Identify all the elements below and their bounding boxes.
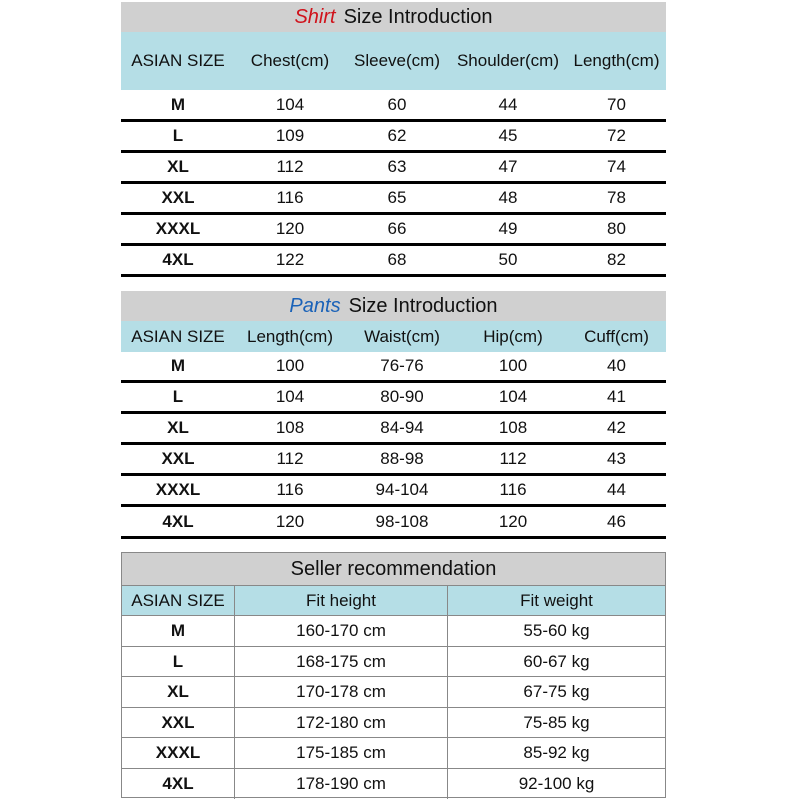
seller-size-cell: 4XL bbox=[122, 769, 235, 800]
seller-size-cell: XXL bbox=[122, 708, 235, 738]
pants-table-row bbox=[121, 507, 666, 539]
seller-header-cell: ASIAN SIZE bbox=[122, 586, 235, 615]
pants-value-cell: 120 bbox=[498, 511, 528, 531]
pants-value-cell: 108 bbox=[275, 418, 305, 437]
shirt-value-cell: 116 bbox=[276, 188, 304, 207]
shirt-header-cell: Shoulder(cm) bbox=[456, 51, 560, 70]
pants-size-cell: M bbox=[170, 356, 186, 375]
pants-header-cell: Cuff(cm) bbox=[584, 326, 649, 346]
shirt-value-cell: 80 bbox=[607, 219, 626, 238]
seller-size-cell: XL bbox=[122, 677, 235, 707]
shirt-value-cell: 48 bbox=[498, 188, 518, 207]
shirt-header-row bbox=[121, 32, 666, 90]
pants-value-cell: 88-98 bbox=[380, 449, 424, 468]
pants-title-brand: Pants bbox=[289, 295, 341, 317]
seller-table-row bbox=[122, 769, 665, 800]
shirt-size-cell: 4XL bbox=[162, 250, 194, 269]
seller-table-row bbox=[122, 647, 665, 678]
seller-height-cell: 172-180 cm bbox=[235, 708, 448, 738]
shirt-value-cell: 82 bbox=[607, 250, 626, 269]
pants-title-text: Size Introduction bbox=[348, 295, 498, 317]
pants-value-cell: 98-108 bbox=[375, 511, 429, 531]
pants-size-cell: XXXL bbox=[155, 480, 201, 499]
pants-value-cell: 46 bbox=[607, 511, 626, 531]
shirt-value-cell: 45 bbox=[498, 126, 518, 145]
pants-value-cell: 100 bbox=[498, 356, 528, 375]
shirt-value-cell: 62 bbox=[387, 126, 407, 145]
pants-value-cell: 112 bbox=[499, 449, 527, 468]
pants-header-cell: Hip(cm) bbox=[483, 326, 543, 346]
pants-size-cell: XXL bbox=[161, 449, 195, 468]
seller-height-cell: 175-185 cm bbox=[235, 738, 448, 768]
shirt-size-cell: XXXL bbox=[155, 219, 201, 238]
shirt-value-cell: 104 bbox=[275, 94, 305, 114]
shirt-value-cell: 44 bbox=[498, 94, 518, 114]
pants-value-cell: 84-94 bbox=[380, 418, 424, 437]
seller-header-cell: Fit weight bbox=[448, 586, 665, 615]
seller-table-title: Seller recommendation bbox=[122, 553, 665, 586]
pants-value-cell: 76-76 bbox=[380, 356, 424, 375]
pants-value-cell: 41 bbox=[607, 387, 626, 406]
pants-value-cell: 104 bbox=[275, 387, 305, 406]
pants-size-cell: L bbox=[172, 387, 184, 406]
pants-value-cell: 44 bbox=[607, 480, 626, 499]
shirt-value-cell: 66 bbox=[387, 219, 407, 238]
shirt-value-cell: 112 bbox=[276, 157, 304, 176]
shirt-table-row bbox=[121, 215, 666, 246]
pants-table-row bbox=[121, 383, 666, 414]
shirt-table-row bbox=[121, 90, 666, 122]
shirt-table-row bbox=[121, 153, 666, 184]
pants-value-cell: 116 bbox=[276, 480, 304, 499]
pants-header-cell: Length(cm) bbox=[247, 326, 333, 346]
shirt-value-cell: 70 bbox=[607, 94, 626, 114]
pants-value-cell: 94-104 bbox=[375, 480, 429, 499]
pants-value-cell: 108 bbox=[498, 418, 528, 437]
seller-table-row bbox=[122, 616, 665, 647]
pants-header-row bbox=[121, 321, 666, 352]
shirt-value-cell: 49 bbox=[498, 219, 518, 238]
pants-value-cell: 40 bbox=[607, 356, 626, 375]
shirt-size-cell: XXL bbox=[161, 188, 195, 207]
seller-height-cell: 178-190 cm bbox=[235, 769, 448, 800]
seller-size-cell: M bbox=[122, 616, 235, 646]
shirt-value-cell: 47 bbox=[498, 157, 518, 176]
seller-weight-cell: 75-85 kg bbox=[523, 712, 590, 732]
pants-header-cell: Waist(cm) bbox=[364, 326, 440, 346]
shirt-value-cell: 68 bbox=[387, 250, 407, 269]
pants-table-title bbox=[121, 291, 666, 321]
shirt-header-cell: Chest(cm) bbox=[250, 51, 330, 70]
shirt-title-brand: Shirt bbox=[294, 6, 336, 28]
seller-height-cell: 168-175 cm bbox=[235, 647, 448, 677]
shirt-value-cell: 74 bbox=[607, 157, 626, 176]
pants-value-cell: 80-90 bbox=[380, 387, 424, 406]
shirt-value-cell: 50 bbox=[498, 250, 518, 269]
seller-height-cell: 160-170 cm bbox=[235, 616, 448, 646]
shirt-value-cell: 72 bbox=[607, 126, 626, 145]
seller-table-row bbox=[122, 708, 665, 739]
seller-weight-cell: 60-67 kg bbox=[523, 651, 590, 671]
seller-header-cell: Fit height bbox=[235, 586, 448, 615]
seller-weight-cell: 67-75 kg bbox=[523, 682, 590, 701]
shirt-table-row bbox=[121, 122, 666, 153]
shirt-title-text: Size Introduction bbox=[343, 6, 493, 28]
shirt-value-cell: 78 bbox=[607, 188, 626, 207]
pants-value-cell: 120 bbox=[275, 511, 305, 531]
seller-header-row bbox=[122, 586, 665, 616]
seller-size-cell: L bbox=[122, 647, 235, 677]
shirt-header-cell: Length(cm) bbox=[573, 51, 660, 70]
seller-weight-cell: 85-92 kg bbox=[523, 743, 590, 762]
seller-table-row bbox=[122, 738, 665, 769]
shirt-value-cell: 122 bbox=[275, 250, 305, 269]
seller-size-cell: XXXL bbox=[122, 738, 235, 768]
shirt-value-cell: 65 bbox=[387, 188, 407, 207]
pants-value-cell: 112 bbox=[276, 449, 304, 468]
pants-value-cell: 116 bbox=[499, 480, 527, 499]
shirt-header-cell: ASIAN SIZE bbox=[131, 51, 225, 70]
seller-weight-cell: 92-100 kg bbox=[518, 773, 595, 793]
pants-size-cell: XL bbox=[167, 418, 189, 437]
shirt-table-row bbox=[121, 184, 666, 215]
shirt-value-cell: 109 bbox=[275, 126, 305, 145]
pants-table-row bbox=[121, 352, 666, 383]
pants-table-row bbox=[121, 414, 666, 445]
shirt-value-cell: 60 bbox=[387, 94, 407, 114]
shirt-value-cell: 120 bbox=[275, 219, 305, 238]
shirt-size-cell: L bbox=[172, 126, 184, 145]
shirt-size-cell: M bbox=[170, 94, 186, 114]
pants-value-cell: 42 bbox=[607, 418, 626, 437]
seller-table-row bbox=[122, 677, 665, 708]
pants-value-cell: 43 bbox=[607, 449, 626, 468]
seller-weight-cell: 55-60 kg bbox=[523, 621, 590, 640]
pants-table-row bbox=[121, 476, 666, 507]
shirt-value-cell: 63 bbox=[387, 157, 407, 176]
pants-size-cell: 4XL bbox=[162, 511, 194, 531]
seller-height-cell: 170-178 cm bbox=[235, 677, 448, 707]
shirt-header-cell: Sleeve(cm) bbox=[354, 51, 440, 70]
pants-table-row bbox=[121, 445, 666, 476]
pants-header-cell: ASIAN SIZE bbox=[131, 326, 225, 346]
pants-value-cell: 100 bbox=[275, 356, 305, 375]
shirt-size-cell: XL bbox=[167, 157, 189, 176]
shirt-table-row bbox=[121, 246, 666, 277]
pants-value-cell: 104 bbox=[498, 387, 528, 406]
seller-recommendation-table bbox=[121, 552, 666, 798]
shirt-table-title bbox=[121, 2, 666, 32]
